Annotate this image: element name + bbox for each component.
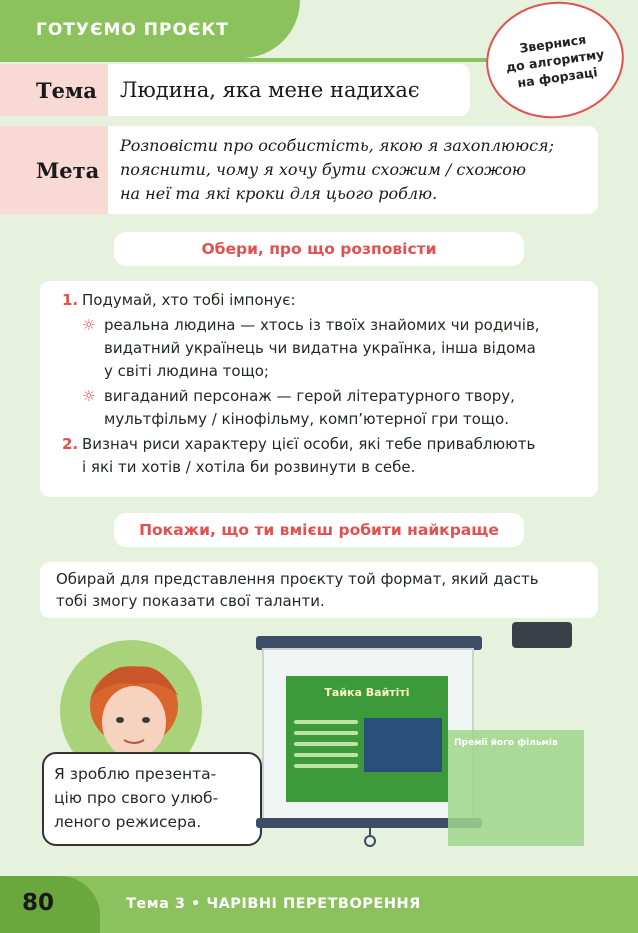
- slide-secondary-title: Премії його фільмів: [454, 738, 558, 748]
- theme-row: [0, 64, 470, 116]
- slide-title: Тайка Вайтіті: [324, 686, 410, 699]
- section-title-choose: Обери, про що розповісти: [114, 232, 524, 266]
- goal-row: [0, 126, 598, 214]
- theme-label: Тема: [0, 64, 108, 116]
- theme-value: Людина, яка мене надихає: [120, 78, 420, 102]
- projector-icon: [512, 622, 572, 648]
- presentation-slide: [286, 676, 448, 802]
- format-card: Обирай для представлення проєкту той формат, який дасть тобі змогу показати свої таланти.: [40, 562, 598, 618]
- subitem-text: вигаданий персонаж — герой літературного твору, мультфільму / кінофільму, комп’ютерної гри тощо.: [104, 387, 515, 428]
- goal-value-box: [108, 126, 598, 214]
- page-number: 80: [22, 890, 55, 916]
- list-item: [62, 289, 584, 312]
- subitem-text: реальна людина — хтось із твоїх знайомих чи родичів, видатний українець чи видатна українка, інша відома у світі людина тощо;: [104, 316, 540, 380]
- speech-bubble: Я зроблю презента- цію про свого улюб- леного режисера.: [42, 752, 262, 846]
- instructions-card: [40, 281, 598, 497]
- screen-pull-ring-icon: [360, 826, 380, 850]
- list-subitem: [82, 385, 584, 431]
- goal-value: Розповісти про особистість, якою я захоплююся; пояснити, чому я хочу бути схожим / схожою на неї та які кроки для цього роблю.: [120, 136, 555, 203]
- presentation-slide-secondary: [448, 730, 584, 846]
- theme-value-box: [108, 64, 470, 116]
- tip-badge: [479, 0, 632, 127]
- slide-text-lines: [294, 720, 358, 775]
- footer-chapter-title: Тема 3 • ЧАРІВНІ ПЕРЕТВОРЕННЯ: [126, 896, 421, 912]
- section-title-show: Покажи, що ти вмієш робити найкраще: [114, 513, 524, 547]
- tip-text: Звернися до алгоритму на форзаці: [504, 31, 606, 90]
- list-number: 2.: [62, 435, 79, 453]
- sun-bullet-icon: ☼: [82, 387, 96, 405]
- list-text: Визнач риси характеру цієї особи, які тебе приваблюють і які ти хотів / хотіла би розвинути в себе.: [82, 435, 536, 476]
- list-number: 1.: [62, 291, 79, 309]
- list-text: Подумай, хто тобі імпонує:: [82, 291, 296, 309]
- list-subitem: [82, 314, 584, 383]
- section-header: ГОТУЄМО ПРОЄКТ: [36, 20, 229, 40]
- goal-label: Мета: [0, 126, 108, 214]
- slide-photo-icon: [364, 718, 442, 772]
- sun-bullet-icon: ☼: [82, 316, 96, 334]
- list-item: [62, 433, 584, 479]
